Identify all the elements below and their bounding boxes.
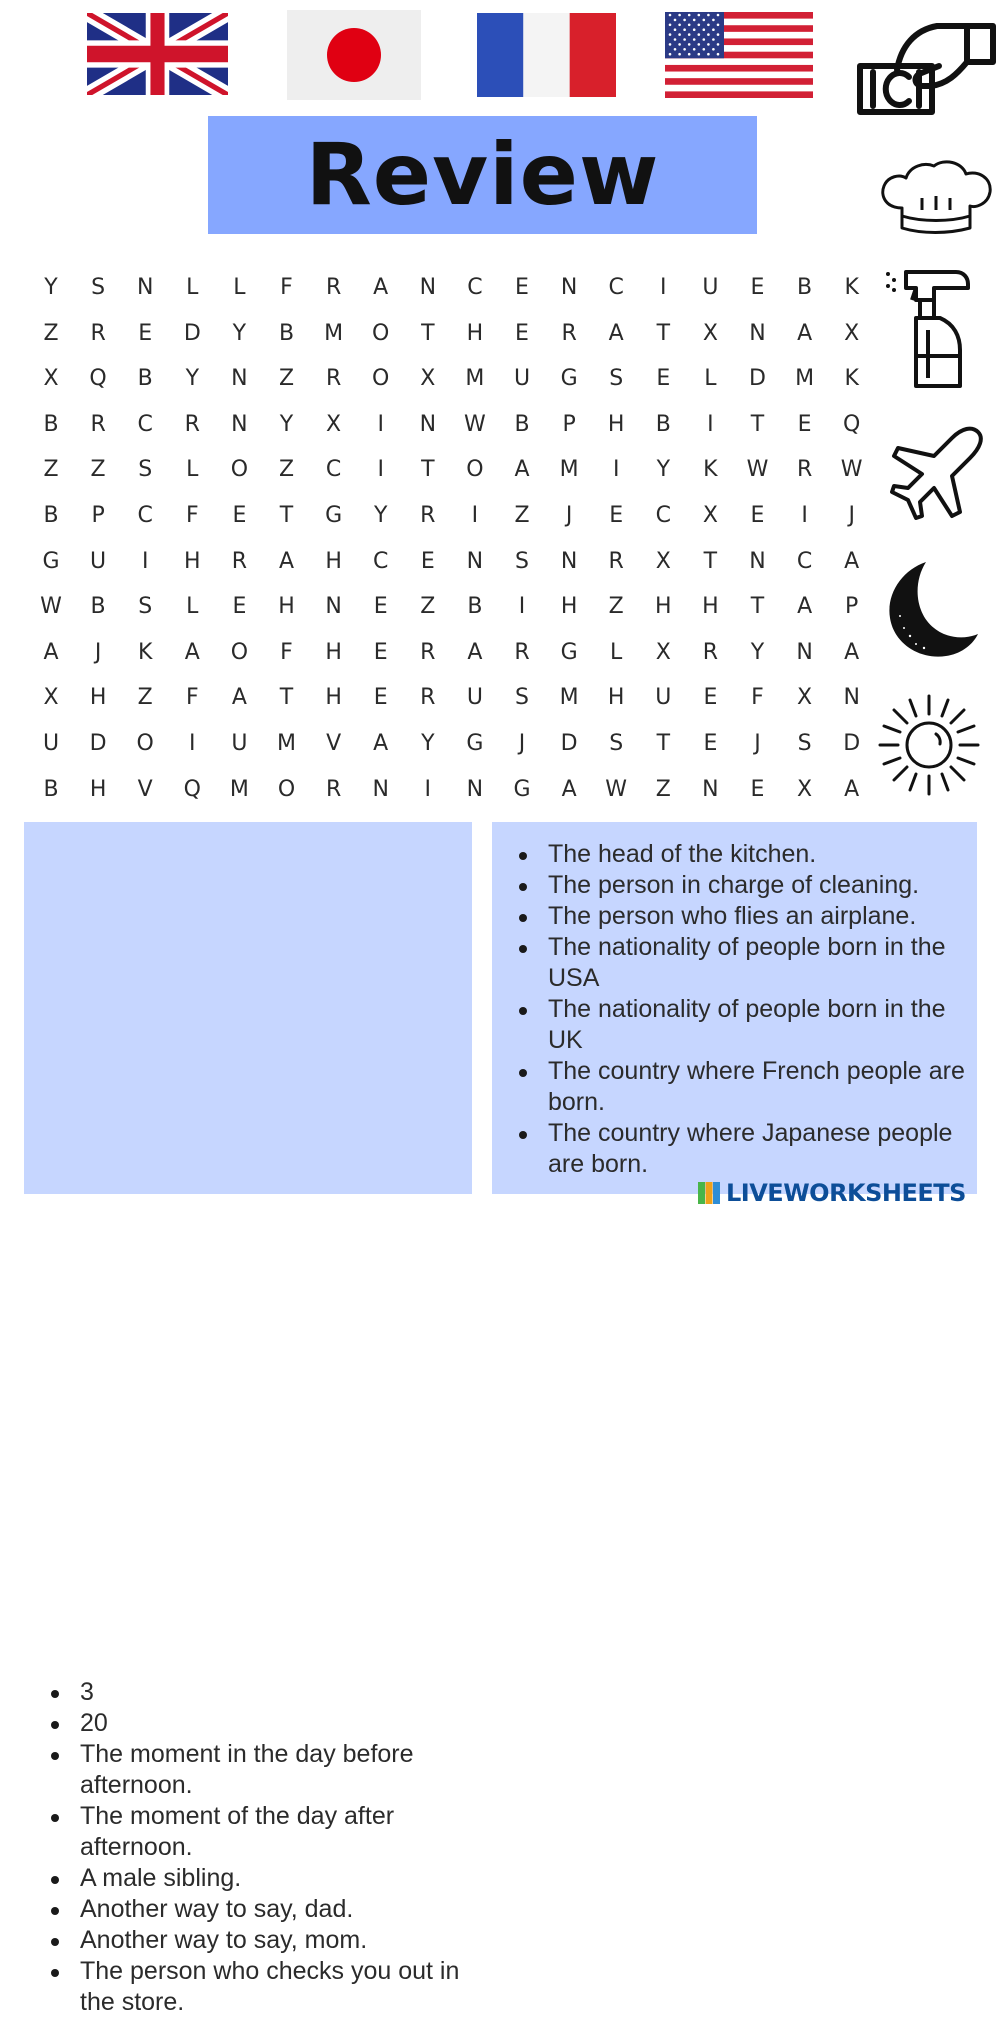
grid-letter[interactable]: D	[183, 320, 201, 346]
liveworksheets-logo-icon	[698, 1182, 720, 1204]
page-title: Review	[305, 125, 660, 225]
grid-letter[interactable]: J	[94, 639, 102, 665]
grid-letter[interactable]: Y	[373, 503, 388, 528]
grid-letter[interactable]: S	[91, 275, 106, 300]
clues-left-panel	[24, 822, 472, 2016]
clue-item	[492, 839, 977, 870]
grid-letter[interactable]: F	[280, 639, 293, 665]
grid-letter[interactable]: E	[232, 594, 247, 620]
clue-text: Another way to say, mom.	[80, 1926, 368, 1954]
grid-letter[interactable]: S	[515, 685, 529, 711]
grid-letter[interactable]: G	[513, 776, 531, 802]
grid-letter[interactable]: A	[373, 275, 389, 300]
grid-letter[interactable]: T	[421, 457, 435, 483]
grid-letter[interactable]: S	[515, 548, 529, 574]
grid-letter[interactable]: L	[186, 275, 199, 300]
clue-text: Another way to say, dad.	[80, 1895, 354, 1923]
grid-letter[interactable]: G	[42, 548, 60, 574]
sun-icon	[874, 690, 984, 800]
clue-item	[492, 1118, 977, 1180]
grid-letter[interactable]: B	[514, 411, 530, 437]
clue-item	[24, 1894, 472, 1925]
clue-item	[24, 1925, 472, 1956]
grid-letter[interactable]: H	[89, 685, 107, 711]
chef-hat-icon	[878, 160, 996, 236]
grid-letter[interactable]: R	[702, 639, 719, 665]
grid-letter[interactable]: E	[703, 685, 718, 711]
grid-letter[interactable]: E	[373, 594, 388, 620]
clue-text: 3	[80, 1678, 94, 1706]
uk-flag	[87, 13, 228, 95]
grid-letter[interactable]: Q	[843, 411, 861, 437]
grid-letter[interactable]: A	[514, 457, 530, 483]
grid-letter[interactable]: G	[466, 731, 484, 756]
grid-letter[interactable]: Z	[420, 594, 436, 620]
grid-letter[interactable]: R	[184, 411, 200, 437]
grid-letter[interactable]: V	[137, 776, 153, 802]
grid-letter[interactable]: B	[655, 411, 671, 437]
grid-letter[interactable]: U	[231, 731, 248, 756]
grid-letter[interactable]: N	[466, 776, 484, 802]
grid-letter[interactable]: A	[184, 639, 200, 665]
grid-letter[interactable]: B	[43, 776, 59, 802]
grid-letter[interactable]: I	[189, 731, 196, 756]
grid-letter[interactable]: H	[325, 639, 342, 665]
bullet-icon	[519, 852, 527, 860]
grid-letter[interactable]: T	[656, 320, 671, 346]
grid-letter[interactable]: E	[373, 685, 388, 711]
clue-list-left	[24, 839, 472, 2018]
grid-letter[interactable]: H	[325, 548, 342, 574]
grid-letter[interactable]: L	[186, 594, 199, 620]
grid-letter[interactable]: I	[471, 503, 479, 528]
grid-letter[interactable]: X	[43, 366, 59, 392]
grid-letter[interactable]: G	[325, 503, 343, 528]
grid-letter[interactable]: S	[138, 457, 153, 483]
grid-letter[interactable]: U	[513, 366, 531, 392]
grid-letter[interactable]: F	[751, 685, 764, 711]
grid-letter[interactable]: X	[655, 639, 671, 665]
grid-letter[interactable]: U	[90, 548, 107, 574]
grid-letter[interactable]: O	[230, 639, 249, 665]
grid-letter[interactable]: S	[797, 731, 812, 756]
grid-letter[interactable]: R	[420, 503, 436, 528]
grid-letter[interactable]: Y	[185, 366, 200, 392]
grid-letter[interactable]: A	[373, 731, 389, 756]
grid-letter[interactable]: P	[91, 503, 105, 528]
grid-letter[interactable]: P	[845, 594, 859, 620]
grid-letter[interactable]: Z	[608, 594, 624, 620]
clue-item	[492, 870, 977, 901]
grid-letter[interactable]: C	[608, 275, 624, 300]
bullet-icon	[51, 1814, 59, 1822]
grid-letter[interactable]: N	[419, 275, 437, 300]
brand-text: LIVEWORKSHEETS	[726, 1179, 966, 1207]
bullet-icon	[519, 1131, 527, 1139]
airplane-icon	[882, 426, 986, 520]
grid-letter[interactable]: F	[280, 275, 293, 300]
grid-letter[interactable]: E	[515, 275, 529, 300]
grid-letter[interactable]: O	[466, 457, 484, 483]
grid-letter[interactable]: X	[420, 366, 436, 392]
grid-letter[interactable]: M	[559, 457, 579, 483]
grid-letter[interactable]: M	[229, 776, 249, 802]
grid-letter[interactable]: A	[797, 594, 813, 620]
bullet-icon	[519, 914, 527, 922]
grid-letter[interactable]: F	[185, 685, 199, 711]
grid-letter[interactable]: H	[184, 548, 201, 574]
grid-letter[interactable]: R	[514, 639, 530, 665]
clue-item	[24, 1863, 472, 1894]
grid-letter[interactable]: D	[89, 731, 107, 756]
bullet-icon	[51, 1969, 59, 1977]
grid-letter[interactable]: B	[43, 411, 59, 437]
grid-letter[interactable]: I	[141, 548, 149, 574]
title-banner	[208, 116, 757, 234]
grid-letter[interactable]: X	[797, 776, 813, 802]
grid-letter[interactable]: C	[373, 548, 389, 574]
grid-letter[interactable]: Z	[137, 685, 153, 711]
grid-letter[interactable]: Z	[43, 320, 59, 346]
grid-letter[interactable]: L	[610, 639, 623, 665]
grid-letter[interactable]: H	[278, 594, 295, 620]
grid-letter[interactable]: A	[43, 639, 59, 665]
grid-letter[interactable]: E	[515, 320, 529, 346]
grid-letter[interactable]: K	[703, 457, 718, 483]
clue-text: The nationality of people born in the USA	[548, 933, 946, 992]
grid-letter[interactable]: E	[656, 366, 671, 392]
clue-text: The person who checks you out in the store.	[80, 1957, 460, 2016]
grid-letter[interactable]: I	[612, 457, 620, 483]
grid-letter[interactable]: S	[609, 366, 624, 392]
clue-item	[24, 1739, 472, 1801]
grid-letter[interactable]: H	[702, 594, 719, 620]
grid-letter[interactable]: R	[420, 685, 436, 711]
grid-letter[interactable]: N	[843, 685, 860, 711]
grid-letter[interactable]: E	[420, 548, 435, 574]
grid-letter[interactable]: J	[518, 731, 526, 756]
clue-text: The country where Japanese people are born.	[548, 1119, 953, 1178]
clue-text: The head of the kitchen.	[548, 840, 817, 868]
clues-right-panel	[492, 822, 977, 1194]
bullet-icon	[519, 883, 527, 891]
grid-letter[interactable]: W	[40, 594, 62, 620]
grid-letter[interactable]: E	[797, 411, 812, 437]
grid-letter[interactable]: N	[372, 776, 389, 802]
grid-letter[interactable]: D	[843, 731, 861, 756]
clue-text: 20	[80, 1709, 108, 1737]
spray-bottle-icon	[882, 266, 972, 390]
grid-letter[interactable]: B	[278, 320, 295, 346]
grid-letter[interactable]: X	[702, 503, 718, 528]
grid-letter[interactable]: R	[231, 548, 248, 574]
grid-letter[interactable]: X	[844, 320, 860, 346]
grid-letter[interactable]: C	[325, 457, 342, 483]
grid-letter[interactable]: A	[844, 639, 860, 665]
grid-letter[interactable]: E	[138, 320, 153, 346]
grid-letter[interactable]: N	[419, 411, 437, 437]
grid-letter[interactable]: H	[325, 685, 342, 711]
grid-letter[interactable]: N	[796, 639, 813, 665]
grid-letter[interactable]: W	[605, 776, 628, 802]
grid-letter[interactable]: Z	[514, 503, 530, 528]
grid-letter[interactable]: B	[137, 366, 153, 392]
moon-icon	[880, 558, 980, 662]
grid-letter[interactable]: E	[609, 503, 624, 528]
grid-letter[interactable]: I	[424, 776, 432, 802]
clue-item	[24, 1956, 472, 2018]
grid-letter[interactable]: M	[324, 320, 344, 346]
grid-letter[interactable]: U	[702, 275, 719, 300]
grid-letter[interactable]: R	[325, 366, 342, 392]
grid-letter[interactable]: X	[43, 685, 59, 711]
france-flag	[477, 13, 616, 97]
grid-letter[interactable]: T	[279, 685, 294, 711]
grid-letter[interactable]: N	[231, 366, 248, 392]
grid-letter[interactable]: N	[231, 411, 248, 437]
usa-flag	[665, 12, 813, 98]
cashier-icon	[857, 22, 999, 116]
grid-letter[interactable]: A	[844, 776, 860, 802]
bullet-icon	[51, 1721, 59, 1729]
grid-letter[interactable]: N	[749, 320, 766, 346]
clue-item	[492, 932, 977, 994]
grid-letter[interactable]: Z	[278, 366, 295, 392]
japan-flag	[287, 10, 421, 100]
grid-letter[interactable]: D	[749, 366, 766, 392]
grid-letter[interactable]: O	[372, 366, 390, 392]
grid-letter[interactable]: E	[750, 776, 765, 802]
grid-letter[interactable]: R	[90, 320, 106, 346]
grid-letter[interactable]: A	[561, 776, 577, 802]
grid-letter[interactable]: F	[185, 503, 199, 528]
grid-letter[interactable]: H	[607, 411, 625, 437]
grid-letter[interactable]: C	[467, 275, 483, 300]
grid-letter[interactable]: K	[844, 366, 859, 392]
grid-letter[interactable]: S	[138, 594, 153, 620]
grid-letter[interactable]: O	[136, 731, 154, 756]
grid-letter[interactable]: U	[42, 731, 60, 756]
grid-letter[interactable]: N	[749, 548, 766, 574]
grid-letter[interactable]: N	[702, 776, 719, 802]
bullet-icon	[519, 1069, 527, 1077]
grid-letter[interactable]: Y	[44, 275, 58, 300]
grid-letter[interactable]: O	[372, 320, 390, 346]
grid-letter[interactable]: V	[326, 731, 342, 756]
grid-letter[interactable]: R	[796, 457, 813, 483]
grid-letter[interactable]: N	[560, 548, 578, 574]
grid-letter[interactable]: T	[750, 594, 765, 620]
grid-letter[interactable]: O	[277, 776, 296, 802]
grid-letter[interactable]: R	[608, 548, 624, 574]
clue-text: The person who flies an airplane.	[548, 902, 917, 930]
grid-letter[interactable]: Y	[421, 731, 435, 756]
grid-letter[interactable]: U	[655, 685, 672, 711]
bullet-icon	[51, 1752, 59, 1760]
bullet-icon	[51, 1907, 59, 1915]
grid-letter[interactable]: Z	[278, 457, 295, 483]
grid-letter[interactable]: T	[703, 548, 718, 574]
clue-item	[24, 1801, 472, 1863]
grid-letter[interactable]: U	[466, 685, 483, 711]
grid-letter[interactable]: G	[560, 366, 578, 392]
grid-letter[interactable]: C	[137, 411, 153, 437]
grid-letter[interactable]: O	[230, 457, 249, 483]
grid-letter[interactable]: N	[560, 275, 578, 300]
grid-letter[interactable]: Z	[90, 457, 106, 483]
grid-letter[interactable]: H	[607, 685, 625, 711]
grid-letter[interactable]: T	[421, 320, 435, 346]
grid-letter[interactable]: N	[325, 594, 342, 620]
clue-text: The moment of the day after afternoon.	[80, 1802, 395, 1861]
grid-letter[interactable]: E	[750, 503, 765, 528]
grid-letter[interactable]: T	[750, 411, 765, 437]
grid-letter[interactable]: Y	[279, 411, 294, 437]
grid-letter[interactable]: R	[325, 776, 342, 802]
bullet-icon	[51, 1938, 59, 1946]
grid-letter[interactable]: H	[655, 594, 672, 620]
grid-letter[interactable]: E	[750, 275, 765, 300]
grid-letter[interactable]: I	[801, 503, 808, 528]
clue-list-right	[492, 839, 977, 1180]
grid-letter[interactable]: X	[655, 548, 671, 574]
bullet-icon	[51, 1690, 59, 1698]
clue-item	[492, 994, 977, 1056]
grid-letter[interactable]: R	[90, 411, 106, 437]
grid-letter[interactable]: H	[89, 776, 107, 802]
grid-letter[interactable]: C	[655, 503, 671, 528]
grid-letter[interactable]: L	[233, 275, 246, 300]
grid-letter[interactable]: C	[137, 503, 153, 528]
grid-letter[interactable]: A	[844, 548, 860, 574]
grid-letter[interactable]: I	[518, 594, 526, 620]
grid-letter[interactable]: L	[186, 457, 199, 483]
grid-letter[interactable]: M	[559, 685, 579, 711]
grid-letter[interactable]: J	[754, 731, 761, 756]
grid-letter[interactable]: M	[277, 731, 296, 756]
clue-text: The nationality of people born in the UK	[548, 995, 946, 1054]
grid-letter[interactable]: Z	[655, 776, 671, 802]
grid-letter[interactable]: H	[560, 594, 578, 620]
grid-letter[interactable]: C	[796, 548, 813, 574]
clue-item	[24, 1677, 472, 1708]
grid-letter[interactable]: W	[464, 411, 486, 437]
grid-letter[interactable]: A	[797, 320, 813, 346]
grid-letter[interactable]: E	[232, 503, 247, 528]
clue-item	[492, 1056, 977, 1118]
grid-letter[interactable]: A	[278, 548, 295, 574]
grid-letter[interactable]: I	[707, 411, 714, 437]
grid-letter[interactable]: N	[466, 548, 484, 574]
grid-letter[interactable]: B	[797, 275, 813, 300]
grid-letter[interactable]: A	[231, 685, 247, 711]
grid-letter[interactable]: P	[562, 411, 576, 437]
grid-letter[interactable]: R	[325, 275, 342, 300]
grid-letter[interactable]: B	[467, 594, 483, 620]
grid-letter[interactable]: J	[848, 503, 855, 528]
grid-letter[interactable]: N	[136, 275, 154, 300]
grid-letter[interactable]: T	[656, 731, 671, 756]
grid-letter[interactable]: A	[608, 320, 624, 346]
grid-letter[interactable]: S	[609, 731, 624, 756]
grid-letter[interactable]: W	[840, 457, 863, 483]
grid-letter[interactable]: K	[844, 275, 859, 300]
grid-letter[interactable]: Y	[656, 457, 671, 483]
grid-letter[interactable]: B	[90, 594, 106, 620]
grid-letter[interactable]: Q	[183, 776, 201, 802]
grid-letter[interactable]: E	[373, 639, 388, 665]
grid-letter[interactable]: K	[137, 639, 153, 665]
clue-text: The moment in the day before afternoon.	[80, 1740, 414, 1799]
grid-letter[interactable]: W	[746, 457, 769, 483]
bullet-icon	[519, 945, 527, 953]
grid-letter[interactable]: B	[43, 503, 59, 528]
grid-letter[interactable]: I	[660, 275, 667, 300]
grid-letter[interactable]: T	[279, 503, 294, 528]
grid-letter[interactable]: Y	[750, 639, 765, 665]
clue-text: The person in charge of cleaning.	[548, 871, 920, 899]
grid-letter[interactable]: D	[560, 731, 578, 756]
grid-letter[interactable]: Y	[232, 320, 247, 346]
grid-letter[interactable]: I	[377, 411, 384, 437]
clue-item	[492, 901, 977, 932]
grid-letter[interactable]: I	[377, 457, 384, 483]
grid-letter[interactable]: X	[797, 685, 813, 711]
grid-letter[interactable]: L	[704, 366, 717, 392]
clue-text: The country where French people are born.	[548, 1057, 965, 1116]
clue-item	[24, 1708, 472, 1739]
clue-text: A male sibling.	[80, 1864, 242, 1892]
grid-letter[interactable]: R	[561, 320, 577, 346]
liveworksheets-brand[interactable]	[698, 1178, 998, 1208]
bullet-icon	[519, 1007, 527, 1015]
grid-letter[interactable]: M	[795, 366, 815, 392]
grid-letter[interactable]: H	[466, 320, 484, 346]
bullet-icon	[51, 1876, 59, 1884]
grid-letter[interactable]: A	[467, 639, 483, 665]
grid-letter[interactable]: X	[326, 411, 342, 437]
grid-letter[interactable]: X	[702, 320, 718, 346]
grid-letter[interactable]: G	[560, 639, 578, 665]
grid-letter[interactable]: Q	[89, 366, 107, 392]
grid-letter[interactable]: Z	[43, 457, 59, 483]
grid-letter[interactable]: E	[703, 731, 718, 756]
grid-letter[interactable]: R	[420, 639, 436, 665]
grid-letter[interactable]: M	[465, 366, 485, 392]
grid-letter[interactable]: J	[565, 503, 573, 528]
